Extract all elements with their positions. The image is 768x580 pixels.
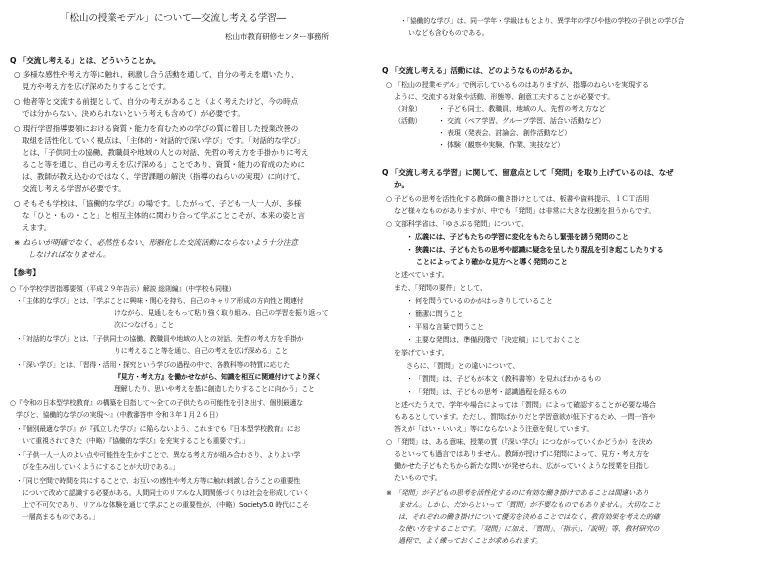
ref-item-0: ○『小学校学習指導要領（平成２９年告示）解説 総則編』（中学校も同様） (10, 285, 236, 293)
ref-item-2: けながら、見通しをもって粘り強く取り組み、自己の学習を振り返って (114, 309, 329, 317)
q3-line-14: ・ 「質問」は、子どもが本文（教科書等）を見ればわかるもの (406, 374, 602, 383)
q3-line-4: ・ 狭義には、子どもたちの思考や認識に疑念を呈したり混乱を引き起こしたりする (406, 245, 664, 254)
ref-item-18: 一層高まるものである。」 (22, 513, 99, 521)
q1-b3-l1: ○ 現行学習指導要領における資質・能力を育むための学びの質に着目した授業改善の (14, 124, 299, 133)
q3-line-5: ことによってより確かな見方へと導く発問のこと (416, 257, 568, 266)
q3-line-13: さらに、「質問」との違いについて、 (406, 361, 520, 370)
q1-b3-l2: 取組を活性化していく視点は、「主体的・対話的で深い学び」です。「対話的な学び」 (22, 136, 305, 145)
ref-item-15: ・「同じ空間で時間を共にすることで、お互いの感性や考え方等に触れ刺激し合うことの重要性 (16, 477, 301, 485)
ref-item-7: 『見方・考え方』を働かせながら、知識を相互に関連付けてより深く (114, 373, 322, 381)
reference-label: 【参考】 (10, 268, 40, 277)
q3-line-22: たいものです。 (394, 473, 442, 482)
q2-activity-1: ・ 表現（発表会、討論会、創作活動など） (438, 128, 572, 137)
q3-line-18: 答えが「はい・いいえ」等にならないよう注意を促しています。 (394, 424, 594, 433)
ref-item-5: りに考えること等を通じ、自己の考えを広げ深める」こと (114, 347, 288, 355)
ref-item-11: ・『個別最適な学び』が『孤立した学び』に陥らないよう、これまでも『日本型学校教育』にお (16, 425, 301, 433)
q2-activity-2: ・ 体験（観察や実験、作業、実技など） (438, 140, 565, 149)
q2-target-label: （対象） (394, 104, 422, 113)
q3-line-8: ・ 何を問うているのかがはっきりしていること (406, 296, 553, 305)
q3-heading-l1: Q 「交流し考える学習」に関して、留意点として「発問」を取り上げているのは、なぜ (382, 168, 674, 177)
q2-target-text: ・ 子ども同士、教職員、地域の人、先哲の考え方など (438, 104, 606, 113)
q3-line-21: 働かせた子どもたちから新たな問いが発せられ、広がっていくような授業を目指し (394, 461, 650, 470)
q3-heading-l2: か。 (394, 180, 409, 189)
ref-item-3: 次につなげる」こと (114, 321, 175, 329)
q1-note-l2: しなければなりません。 (28, 250, 111, 259)
q3-line-6: と述べています。 (394, 270, 449, 279)
q3-line-0: ○ 子どもの思考を活性化する教師の働き掛けとしては、板書や資料提示、ＩＣＴ活用 (386, 194, 650, 203)
q1-b3-l4: ること等を通じ、自己の考えを広げ深める」ことであり、資質・能力の育成のために (22, 160, 305, 169)
q1-b3-l6: 交流し考える学習が必要です。 (22, 184, 126, 193)
q1-b4-l1: ○ そもそも学校は、「協働的な学び」の場です。したがって、子ども一人一人が、多様 (14, 199, 302, 208)
q1-b3-l5: は、教師が教え込むのではなく、学習課題の解決（指導のねらいの実現）に向けて、 (22, 172, 305, 181)
ref-item-14: びを生み出していくようにすることが大切である。」 (22, 463, 180, 471)
q3-note-3: な使い方をすることです。「発問」に加え、「質問」、「指示」、「説明」等、教材研究の (398, 524, 660, 533)
q3-line-9: ・ 簡潔に問うこと (406, 309, 464, 318)
ref-item-1: ・「主体的な学び」とは、「学ぶことに興味・関心を持ち、自己のキャリア形成の方向性と関連付 (16, 297, 304, 305)
q3-note-0: ※ 「発問」が子どもの思考を活性化するのに有効な働き掛けであることは間違いあり (386, 488, 649, 497)
q3-line-7: また、「発問の要件」として、 (394, 283, 487, 292)
reference-section (10, 285, 370, 521)
q3-note-4: 過程で、よく練っておくことが求められます。 (398, 536, 543, 545)
q1-b1-l2: 見方や考え方を広げ深めたりすることです。 (22, 82, 171, 91)
ref-item-8: 理解したり、思いや考えを基に創造したりすることに向かう」こと (114, 385, 315, 393)
q3-line-15: ・ 「発問」は、子どもの思考・認識過程を経るもの (406, 387, 567, 396)
q1-heading: Q 「交流し考える」とは、どういうことか。 (10, 56, 161, 65)
coop-note-l2: いなども含むものである。 (408, 29, 489, 37)
ref-item-9: ○『令和の日本型学校教育』の構築を目指して〜全ての子供たちの可能性を引き出す、個別最適な (10, 399, 303, 407)
q1-note-l1: ※ ねらいが明確でなく、必然性もない、形骸化した交流活動にならないよう十分注意 (14, 238, 298, 247)
q3-note-1: ません。しかし、だからといって「質問」が不要なものでもありません。大切なこと (398, 500, 661, 509)
ref-item-16: について改めて認識する必要がある。人間同士のリアルな人間関係づくりは社会を形成していく (22, 489, 310, 497)
q2-heading: Q 「交流し考える」活動には、どのようなものがあるか。 (382, 66, 577, 75)
author-org: 松山市教育研修センター事務所 (225, 32, 329, 41)
q3-line-19: ○ 「発問」は、ある意味、授業の質（『深い学び』につながっていくかどうか）を決め (386, 437, 653, 446)
q2-line-0: ○ 「松山の授業モデル」で例示しているものはありますが、指導のねらいを実現する (386, 80, 649, 89)
ref-item-13: ・「子供一人一人のよい点や可能性を生かすことで、異なる考え方が組み合わさり、よりよい学 (16, 451, 301, 459)
q2-activity-label: （活動） (394, 116, 422, 125)
q1-b2-l2: では分からない、決められないという考えも含めて）が必要です。 (22, 109, 245, 118)
q3-line-1: など様々なものがありますが、中でも「発問」は非常に大きな役割を担うからです。 (394, 206, 656, 215)
q1-b4-l3: えます。 (22, 223, 52, 232)
q3-line-11: ・ 主要な発問は、準備段階で「決定稿」にしておくこと (406, 335, 581, 344)
q3-line-17: もあるとしています。ただし、質問ばかりだと学習意欲が低下するため、一問一答や (394, 412, 656, 421)
ref-item-4: ・「対話的な学び」とは、「子供同士の協働、教職員や地域の人との対話、先哲の考え方を手掛か (16, 335, 304, 343)
ref-item-17: 上で不可欠であり、リアルな体験を通じて学ぶことの重要性が、（中略）Society5.0 時代にこそ (22, 501, 309, 509)
q2-activity-0: ・ 交流（ペア学習、グループ学習、話合い活動など） (438, 116, 605, 125)
q2-line-1: ように、交流する対象や活動、形態等、創意工夫することが必要です。 (394, 92, 615, 101)
document-title: 「松山の授業モデル」について―交流し考える学習― (60, 13, 286, 24)
q1-b4-l2: な「ひと・もの・こと」と相互主体的に関わり合って学ぶことこそが、本来の姿と言 (22, 211, 305, 220)
q1-b2-l1: ○ 他者等と交流する前提として、自分の考えがあること（よく考えたけど、今の時点 (14, 97, 299, 106)
q1-b1-l1: ○ 多様な感性や考え方等に触れ、刺激し合う活動を通して、自分の考えを磨いたり、 (14, 70, 299, 79)
q3-line-16: と述べたうえで、学年や場合によっては「質問」によって確認することが必要な場合 (394, 400, 656, 409)
q3-line-10: ・ 平易な言葉で問うこと (406, 322, 484, 331)
q3-line-12: を挙げています。 (394, 348, 449, 357)
coop-note-l1: ・「協働的な学び」は、同一学年・学級はもとより、異学年の学びや他の学校の子供との学び合 (400, 17, 685, 25)
ref-item-10: 学びと、協働的な学びの実現〜』（中教審答申 令和３年１月２６日） (16, 411, 222, 419)
q3-line-2: ○ 文部科学省は、「ゆさぶる発問」について、 (386, 219, 529, 228)
q3-note-2: は、それぞれの働き掛けについて優劣を決めることではなく、教育効果を考えた的確 (398, 512, 660, 521)
ref-item-12: いて重視されてきた（中略）『協働的な学び』を充実することも重要です。」 (22, 437, 249, 445)
ref-item-6: ・「深い学び」とは、「習得・活用・探究という学びの過程の中で、各教科等の特質に応じた (16, 361, 290, 369)
q3-line-3: ・ 広義には、子どもたちの学習に変化をもたらし緊張を誘う発問のこと (406, 232, 629, 241)
q3-line-20: るといっても過言ではありません。教師が授けずに発問によって、見方・考え方を (394, 449, 650, 458)
q1-b3-l3: とは、「子供同士の協働、教職員や地域の人との対話、先哲の考え方を手掛かりに考え (22, 148, 309, 157)
